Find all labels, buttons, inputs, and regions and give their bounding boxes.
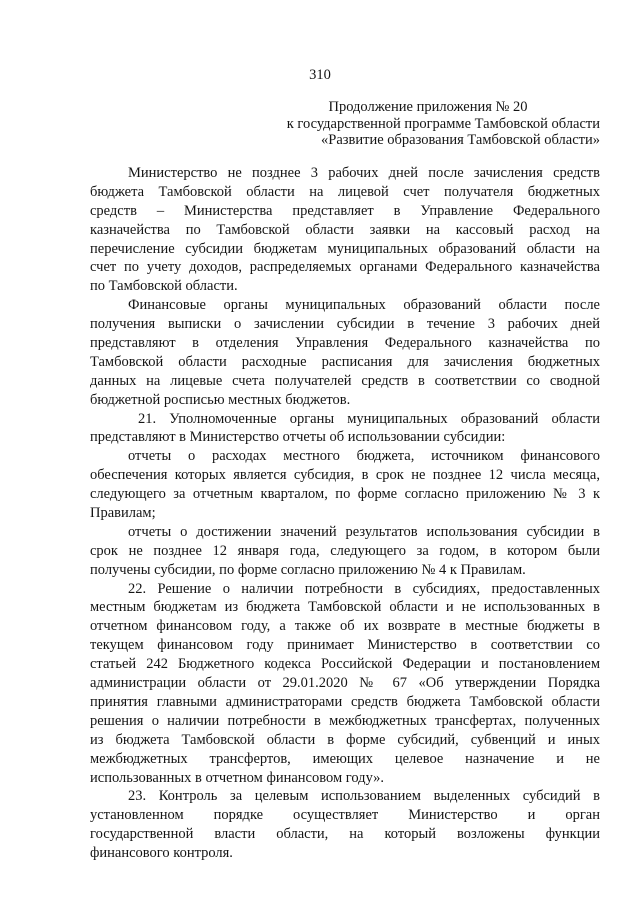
text-line: статьей 242 Бюджетного кодекса Российской Федерации и постановлением	[90, 656, 600, 673]
paragraph-results-reports	[90, 523, 600, 580]
text-line: текущем финансовом году принимает Министерство в соответствии со	[90, 637, 600, 654]
text-line: 23. Контроль за целевым использованием выделенных субсидий в	[128, 788, 600, 805]
text-line: срок не позднее 12 января года, следующего за годом, в котором были	[90, 542, 600, 559]
text-line: обеспечения которых является субсидия, в срок не позднее 12 числа месяца,	[90, 467, 600, 484]
document-body	[90, 164, 600, 863]
text-line: отчетном финансовом году, а также об их возврате в местные бюджеты в	[90, 618, 600, 635]
paragraph-expense-reports	[90, 447, 600, 523]
text-line: казначейства по Тамбовской области заявки на кассовый расход на	[90, 221, 600, 238]
text-line: получены субсидии, по форме согласно приложению № 4 к Правилам.	[90, 561, 526, 578]
text-line: бюджетной росписью местных бюджетов.	[90, 391, 351, 408]
text-line: счет по учету доходов, распределяемых органами Федерального казначейства	[90, 259, 600, 276]
text-line: Финансовые органы муниципальных образований области после	[128, 297, 600, 314]
text-line: Тамбовской области расходные расписания для зачисления бюджетных	[90, 353, 600, 370]
text-line: государственной власти области, на который возложены функции	[90, 826, 600, 843]
text-line: по Тамбовской области.	[90, 278, 238, 295]
text-line: отчеты о достижении значений результатов использования субсидии в	[128, 523, 600, 540]
text-line: решения о наличии потребности в межбюджетных трансфертах, полученных	[90, 712, 600, 729]
text-line: Министерство не позднее 3 рабочих дней после зачисления средств	[128, 165, 600, 181]
paragraph-section-23	[90, 787, 600, 863]
text-line: перечисление субсидии бюджетам муниципальных образований области на	[90, 240, 600, 257]
text-line: принятия главными администраторами средств бюджета Тамбовской области	[90, 693, 600, 710]
text-line: из бюджета Тамбовской области в форме субсидий, субвенций и иных	[90, 731, 600, 748]
appendix-header-line: Продолжение приложения № 20	[328, 99, 528, 115]
text-line: установленном порядке осуществляет Министерство и орган	[90, 807, 600, 824]
text-line: использованных в отчетном финансовом году».	[90, 769, 385, 786]
text-line: 21. Уполномоченные органы муниципальных образований области	[138, 410, 600, 427]
paragraph-financial-bodies	[90, 296, 600, 409]
paragraph-section-22	[90, 580, 600, 788]
text-line: представляют в отделения Управления Федерального казначейства по	[90, 335, 600, 352]
text-line: средств – Министерства представляет в Управление Федерального	[90, 202, 600, 219]
text-line: отчеты о расходах местного бюджета, источником финансового	[128, 448, 600, 465]
appendix-header-line: «Развитие образования Тамбовской области»	[321, 132, 600, 148]
appendix-header	[240, 99, 600, 149]
appendix-header-line: к государственной программе Тамбовской области	[286, 115, 600, 132]
text-line: финансового контроля.	[90, 845, 233, 862]
text-line: бюджета Тамбовской области на лицевой счет получателя бюджетных	[90, 183, 600, 200]
text-line: получения выписки о зачислении субсидии в течение 3 рабочих дней	[90, 316, 600, 333]
paragraph-section-21	[90, 410, 600, 448]
text-line: данных на лицевые счета получателей средств в соответствии со сводной	[90, 372, 600, 389]
text-line: 22. Решение о наличии потребности в субсидиях, предоставленных	[128, 580, 600, 597]
text-line: Правилам;	[90, 505, 156, 522]
text-line: администрации области от 29.01.2020 № 67 «Об утверждении Порядка	[90, 675, 600, 692]
paragraph-treasury-transfer	[90, 164, 600, 296]
text-line: местным бюджетам из бюджета Тамбовской области и не использованных в	[90, 599, 600, 616]
text-line: следующего за отчетным кварталом, по форме согласно приложению № 3 к	[90, 486, 600, 503]
page-number: 310	[309, 67, 331, 83]
text-line: представляют в Министерство отчеты об использовании субсидии:	[90, 429, 506, 446]
text-line: межбюджетных трансфертов, имеющих целевое назначение и не	[90, 750, 600, 767]
